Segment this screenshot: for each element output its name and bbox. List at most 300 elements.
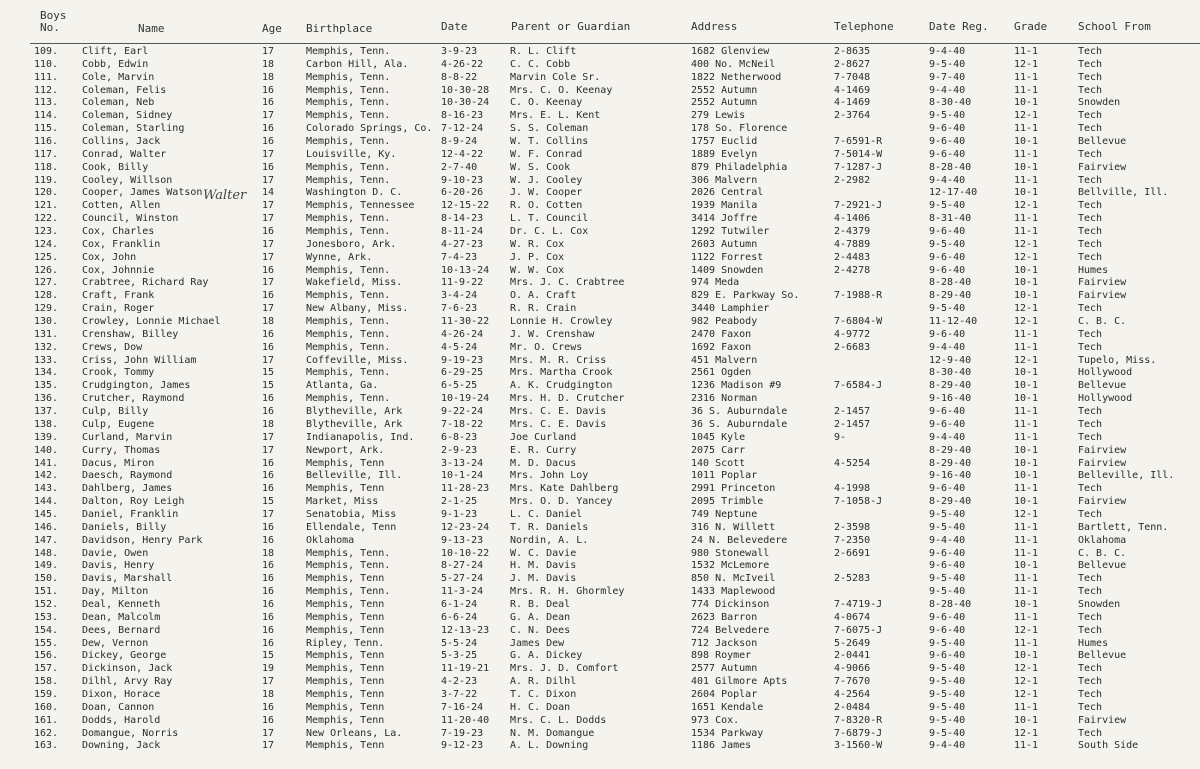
birthplace-cell: Memphis, Tenn. [306,97,391,109]
parent-guardian-cell: Mrs. C. O. Keenay [510,84,613,96]
row-number-cell: 154. [34,624,59,636]
parent-guardian-cell: A. R. Dilhl [510,676,577,688]
telephone-cell: 4-1469 [834,84,871,96]
date-registered-cell: 9-6-40 [929,251,966,263]
birthplace-cell: Blytheville, Ark [306,406,403,418]
date-registered-cell: 9-7-40 [929,71,966,83]
grade-cell: 12-1 [1014,316,1039,328]
address-cell: 2470 Faxon [691,328,752,340]
student-name-cell: Cox, Charles [82,226,155,238]
student-name-cell: Coleman, Sidney [82,110,173,122]
student-name-cell: Cole, Marvin [82,71,155,83]
header-grade: Grade [1014,20,1048,33]
address-cell: 3440 Lamphier [691,303,770,315]
parent-guardian-cell: R. R. Crain [510,303,577,315]
table-row [0,432,1200,445]
table-row [0,650,1200,663]
telephone-cell: 7-6584-J [834,380,883,392]
grade-cell: 11-1 [1014,213,1039,225]
date-registered-cell: 8-28-40 [929,598,972,610]
address-cell: 1757 Euclid [691,136,758,148]
student-name-cell: Davis, Henry [82,560,155,572]
birth-date-cell: 8-27-24 [441,560,484,572]
address-cell: 1045 Kyle [691,431,746,443]
table-row [0,740,1200,753]
address-cell: 898 Roymer [691,650,752,662]
school-from-cell: Fairview [1078,161,1127,173]
address-cell: 2095 Trimble [691,496,764,508]
row-number-cell: 129. [34,303,59,315]
address-cell: 178 So. Florence [691,123,788,135]
birthplace-cell: Memphis, Tenn. [306,316,391,328]
birth-date-cell: 4-26-24 [441,328,484,340]
birthplace-cell: Memphis, Tenn. [306,213,391,225]
grade-cell: 11-1 [1014,573,1039,585]
grade-cell: 10-1 [1014,290,1039,302]
table-row [0,548,1200,561]
row-number-cell: 123. [34,226,59,238]
birth-date-cell: 10-30-28 [441,84,490,96]
student-name-cell: Daesch, Raymond [82,470,173,482]
row-number-cell: 112. [34,84,59,96]
school-from-cell: Tech [1078,663,1103,675]
telephone-cell: 2-1457 [834,418,871,430]
parent-guardian-cell: G. A. Dickey [510,650,583,662]
birth-date-cell: 11-30-22 [441,316,490,328]
birth-date-cell: 9-1-23 [441,508,478,520]
age-cell: 16 [262,483,275,495]
grade-cell: 11-1 [1014,406,1039,418]
address-cell: 2603 Autumn [691,238,758,250]
row-number-cell: 140. [34,444,59,456]
school-from-cell: Fairview [1078,496,1127,508]
grade-cell: 11-1 [1014,328,1039,340]
birthplace-cell: Memphis, Tenn. [306,226,391,238]
grade-cell: 10-1 [1014,714,1039,726]
parent-guardian-cell: S. S. Coleman [510,123,589,135]
age-cell: 17 [262,303,275,315]
age-cell: 18 [262,58,275,70]
row-number-cell: 160. [34,701,59,713]
date-registered-cell: 9-6-40 [929,264,966,276]
row-number-cell: 163. [34,740,59,752]
grade-cell: 11-1 [1014,148,1039,160]
school-from-cell: Tech [1078,123,1103,135]
birth-date-cell: 6-29-25 [441,367,484,379]
table-row [0,252,1200,265]
birthplace-cell: Senatobia, Miss [306,508,397,520]
parent-guardian-cell: W. T. Collins [510,136,589,148]
parent-guardian-cell: N. M. Domangue [510,727,595,739]
birth-date-cell: 6-1-24 [441,598,478,610]
grade-cell: 10-1 [1014,277,1039,289]
table-row [0,483,1200,496]
birth-date-cell: 3-4-24 [441,290,478,302]
birthplace-cell: Memphis, Tenn. [306,341,391,353]
parent-guardian-cell: L. T. Council [510,213,589,225]
birth-date-cell: 10-13-24 [441,264,490,276]
table-row [0,239,1200,252]
birth-date-cell: 10-10-22 [441,547,490,559]
row-number-cell: 139. [34,431,59,443]
school-from-cell: Tech [1078,58,1103,70]
birthplace-cell: Memphis, Tenn [306,598,385,610]
birth-date-cell: 12-4-22 [441,148,484,160]
date-registered-cell: 9-6-40 [929,123,966,135]
age-cell: 17 [262,200,275,212]
student-name-cell: Crook, Tommy [82,367,155,379]
grade-cell: 11-1 [1014,586,1039,598]
school-from-cell: Tech [1078,701,1103,713]
birthplace-cell: Memphis, Tenn [306,676,385,688]
grade-cell: 10-1 [1014,187,1039,199]
address-cell: 2623 Barron [691,611,758,623]
age-cell: 15 [262,380,275,392]
telephone-cell: 7-6591-R [834,136,883,148]
student-name-cell: Downing, Jack [82,740,161,752]
student-name-cell: Dacus, Miron [82,457,155,469]
school-from-cell: Tech [1078,71,1103,83]
birthplace-cell: Newport, Ark. [306,444,385,456]
grade-cell: 11-1 [1014,611,1039,623]
row-number-cell: 127. [34,277,59,289]
parent-guardian-cell: O. A. Craft [510,290,577,302]
parent-guardian-cell: A. L. Downing [510,740,589,752]
telephone-cell: 7-6075-J [834,624,883,636]
grade-cell: 12-1 [1014,624,1039,636]
school-from-cell: Hollywood [1078,393,1133,405]
date-registered-cell: 9-5-40 [929,676,966,688]
address-cell: 400 No. McNeil [691,58,776,70]
row-number-cell: 137. [34,406,59,418]
table-row [0,522,1200,535]
school-from-cell: Tech [1078,573,1103,585]
birth-date-cell: 5-5-24 [441,637,478,649]
row-number-cell: 136. [34,393,59,405]
parent-guardian-cell: Mrs. O. D. Yancey [510,496,613,508]
telephone-cell: 7-6804-W [834,316,883,328]
birthplace-cell: Memphis, Tenn [306,701,385,713]
school-from-cell: Tech [1078,586,1103,598]
date-registered-cell: 9-5-40 [929,663,966,675]
table-row [0,46,1200,59]
telephone-cell: 4-7889 [834,238,871,250]
birth-date-cell: 7-12-24 [441,123,484,135]
age-cell: 17 [262,508,275,520]
age-cell: 14 [262,187,275,199]
birthplace-cell: Memphis, Tenn. [306,328,391,340]
school-from-cell: Tech [1078,226,1103,238]
parent-guardian-cell: W. R. Cox [510,238,565,250]
school-from-cell: Bartlett, Tenn. [1078,521,1169,533]
date-registered-cell: 9-5-40 [929,688,966,700]
birthplace-cell: Memphis, Tenn [306,483,385,495]
grade-cell: 10-1 [1014,444,1039,456]
table-row [0,663,1200,676]
student-name-cell: Dilhl, Arvy Ray [82,676,173,688]
parent-guardian-cell: C. C. Cobb [510,58,571,70]
table-row [0,612,1200,625]
student-name-cell: Daniels, Billy [82,521,167,533]
student-name-cell: Craft, Frank [82,290,155,302]
address-cell: 1011 Poplar [691,470,758,482]
date-registered-cell: 9-4-40 [929,740,966,752]
telephone-cell: 4-1998 [834,483,871,495]
header-date: Date [441,20,468,33]
grade-cell: 11-1 [1014,483,1039,495]
telephone-cell: 2-0441 [834,650,871,662]
grade-cell: 10-1 [1014,161,1039,173]
birthplace-cell: Belleville, Ill. [306,470,403,482]
date-registered-cell: 9-6-40 [929,547,966,559]
student-name-cell: Cobb, Edwin [82,58,149,70]
student-name-cell: Domangue, Norris [82,727,179,739]
school-from-cell: Bellville, Ill. [1078,187,1169,199]
student-name-cell: Crain, Roger [82,303,155,315]
school-from-cell: Hollywood [1078,367,1133,379]
address-cell: 2604 Poplar [691,688,758,700]
student-name-cell: Culp, Billy [82,406,149,418]
grade-cell: 10-1 [1014,380,1039,392]
grade-cell: 11-1 [1014,46,1039,57]
grade-cell: 11-1 [1014,84,1039,96]
address-cell: 1534 Parkway [691,727,764,739]
birthplace-cell: Memphis, Tennessee [306,200,415,212]
birth-date-cell: 8-8-22 [441,71,478,83]
birthplace-cell: Louisville, Ky. [306,148,397,160]
row-number-cell: 130. [34,316,59,328]
school-from-cell: Belleville, Ill. [1078,470,1175,482]
student-name-cell: Davidson, Henry Park [82,534,203,546]
age-cell: 16 [262,560,275,572]
address-cell: 2991 Princeton [691,483,776,495]
address-cell: 974 Meda [691,277,740,289]
age-cell: 16 [262,264,275,276]
grade-cell: 12-1 [1014,238,1039,250]
row-number-cell: 114. [34,110,59,122]
table-row [0,702,1200,715]
student-name-cell: Dean, Malcolm [82,611,161,623]
birthplace-cell: Wakefield, Miss. [306,277,403,289]
address-cell: 2552 Autumn [691,84,758,96]
school-from-cell: Fairview [1078,277,1127,289]
telephone-cell: 3-1560-W [834,740,883,752]
age-cell: 17 [262,431,275,443]
row-number-cell: 155. [34,637,59,649]
header-age: Age [262,22,282,35]
student-name-cell: Dickey, George [82,650,167,662]
date-registered-cell: 9-5-40 [929,200,966,212]
telephone-cell: 7-7048 [834,71,871,83]
date-registered-cell: 9-6-40 [929,611,966,623]
telephone-cell: 7-6879-J [834,727,883,739]
handwritten-note: Walter [203,188,247,203]
student-name-cell: Council, Winston [82,213,179,225]
student-name-cell: Coleman, Starling [82,123,185,135]
table-row [0,406,1200,419]
birthplace-cell: Indianapolis, Ind. [306,431,415,443]
address-cell: 879 Philadelphia [691,161,788,173]
address-cell: 2316 Norman [691,393,758,405]
birthplace-cell: Memphis, Tenn. [306,84,391,96]
age-cell: 19 [262,663,275,675]
grade-cell: 12-1 [1014,303,1039,315]
birthplace-cell: Memphis, Tenn. [306,136,391,148]
birth-date-cell: 4-27-23 [441,238,484,250]
birthplace-cell: Memphis, Tenn [306,714,385,726]
date-registered-cell: 9-6-40 [929,624,966,636]
column-header-row [0,0,1200,44]
school-from-cell: C. B. C. [1078,316,1127,328]
telephone-cell: 7-1287-J [834,161,883,173]
header-address: Address [691,20,738,33]
age-cell: 16 [262,226,275,238]
telephone-cell: 4-5254 [834,457,871,469]
row-number-cell: 158. [34,676,59,688]
table-row [0,638,1200,651]
grade-cell: 12-1 [1014,58,1039,70]
birth-date-cell: 5-27-24 [441,573,484,585]
parent-guardian-cell: Mrs. M. R. Criss [510,354,607,366]
address-cell: 140 Scott [691,457,746,469]
row-number-cell: 115. [34,123,59,135]
date-registered-cell: 9-4-40 [929,174,966,186]
row-number-cell: 145. [34,508,59,520]
address-cell: 451 Malvern [691,354,758,366]
grade-cell: 11-1 [1014,226,1039,238]
birthplace-cell: Memphis, Tenn. [306,393,391,405]
table-row [0,110,1200,123]
parent-guardian-cell: M. D. Dacus [510,457,577,469]
school-from-cell: Humes [1078,264,1109,276]
telephone-cell: 7-8320-R [834,714,883,726]
row-number-cell: 118. [34,161,59,173]
student-name-cell: Clift, Earl [82,46,149,57]
age-cell: 18 [262,71,275,83]
age-cell: 16 [262,290,275,302]
birthplace-cell: Memphis, Tenn [306,650,385,662]
birthplace-cell: Coffeville, Miss. [306,354,409,366]
address-cell: 1236 Madison #9 [691,380,782,392]
birth-date-cell: 4-26-22 [441,58,484,70]
school-from-cell: Bellevue [1078,560,1127,572]
age-cell: 16 [262,521,275,533]
grade-cell: 10-1 [1014,457,1039,469]
grade-cell: 10-1 [1014,136,1039,148]
birthplace-cell: Memphis, Tenn [306,457,385,469]
date-registered-cell: 9-16-40 [929,470,972,482]
table-row [0,419,1200,432]
row-number-cell: 141. [34,457,59,469]
telephone-cell: 2-3764 [834,110,871,122]
student-name-cell: Coleman, Neb [82,97,155,109]
age-cell: 17 [262,354,275,366]
student-name-cell: Dahlberg, James [82,483,173,495]
grade-cell: 11-1 [1014,637,1039,649]
table-row [0,393,1200,406]
school-from-cell: Tech [1078,46,1103,57]
address-cell: 306 Malvern [691,174,758,186]
grade-cell: 12-1 [1014,727,1039,739]
telephone-cell: 2-4278 [834,264,871,276]
address-cell: 724 Belvedere [691,624,770,636]
date-registered-cell: 9-5-40 [929,573,966,585]
birth-date-cell: 8-9-24 [441,136,478,148]
parent-guardian-cell: W. F. Conrad [510,148,583,160]
school-from-cell: Tech [1078,110,1103,122]
table-row [0,316,1200,329]
date-registered-cell: 9-5-40 [929,714,966,726]
grade-cell: 11-1 [1014,71,1039,83]
student-name-cell: Conrad, Walter [82,148,167,160]
row-number-cell: 138. [34,418,59,430]
birth-date-cell: 10-19-24 [441,393,490,405]
header-telephone: Telephone [834,20,894,33]
row-number-cell: 143. [34,483,59,495]
age-cell: 17 [262,740,275,752]
grade-cell: 10-1 [1014,598,1039,610]
telephone-cell: 7-5014-W [834,148,883,160]
row-number-cell: 120. [34,187,59,199]
student-name-cell: Davie, Owen [82,547,149,559]
header-name: Name [138,22,165,35]
date-registered-cell: 9-5-40 [929,238,966,250]
address-cell: 1433 Maplewood [691,586,776,598]
birth-date-cell: 4-5-24 [441,341,478,353]
birth-date-cell: 2-7-40 [441,161,478,173]
date-registered-cell: 8-29-40 [929,444,972,456]
table-row [0,265,1200,278]
school-from-cell: C. B. C. [1078,547,1127,559]
age-cell: 15 [262,496,275,508]
table-row [0,715,1200,728]
address-cell: 1122 Forrest [691,251,764,263]
grade-cell: 11-1 [1014,341,1039,353]
parent-guardian-cell: T. R. Daniels [510,521,589,533]
school-from-cell: Tech [1078,213,1103,225]
table-row [0,97,1200,110]
row-number-cell: 117. [34,148,59,160]
telephone-cell: 7-1988-R [834,290,883,302]
student-name-cell: Culp, Eugene [82,418,155,430]
age-cell: 17 [262,676,275,688]
row-number-cell: 126. [34,264,59,276]
grade-cell: 11-1 [1014,740,1039,752]
birth-date-cell: 6-5-25 [441,380,478,392]
address-cell: 1651 Kendale [691,701,764,713]
school-from-cell: Tech [1078,148,1103,160]
date-registered-cell: 8-29-40 [929,496,972,508]
student-name-cell: Crutcher, Raymond [82,393,185,405]
grade-cell: 12-1 [1014,676,1039,688]
age-cell: 17 [262,174,275,186]
date-registered-cell: 9-6-40 [929,148,966,160]
parent-guardian-cell: Nordin, A. L. [510,534,589,546]
school-from-cell: Tech [1078,174,1103,186]
grade-cell: 11-1 [1014,418,1039,430]
age-cell: 16 [262,624,275,636]
address-cell: 1889 Evelyn [691,148,758,160]
telephone-cell: 9- [834,431,847,443]
birthplace-cell: Memphis, Tenn [306,573,385,585]
telephone-cell: 7-1058-J [834,496,883,508]
parent-guardian-cell: R. O. Cotten [510,200,583,212]
telephone-cell: 7-4719-J [834,598,883,610]
birth-date-cell: 3-13-24 [441,457,484,469]
date-registered-cell: 8-29-40 [929,290,972,302]
row-number-cell: 142. [34,470,59,482]
birth-date-cell: 7-6-23 [441,303,478,315]
